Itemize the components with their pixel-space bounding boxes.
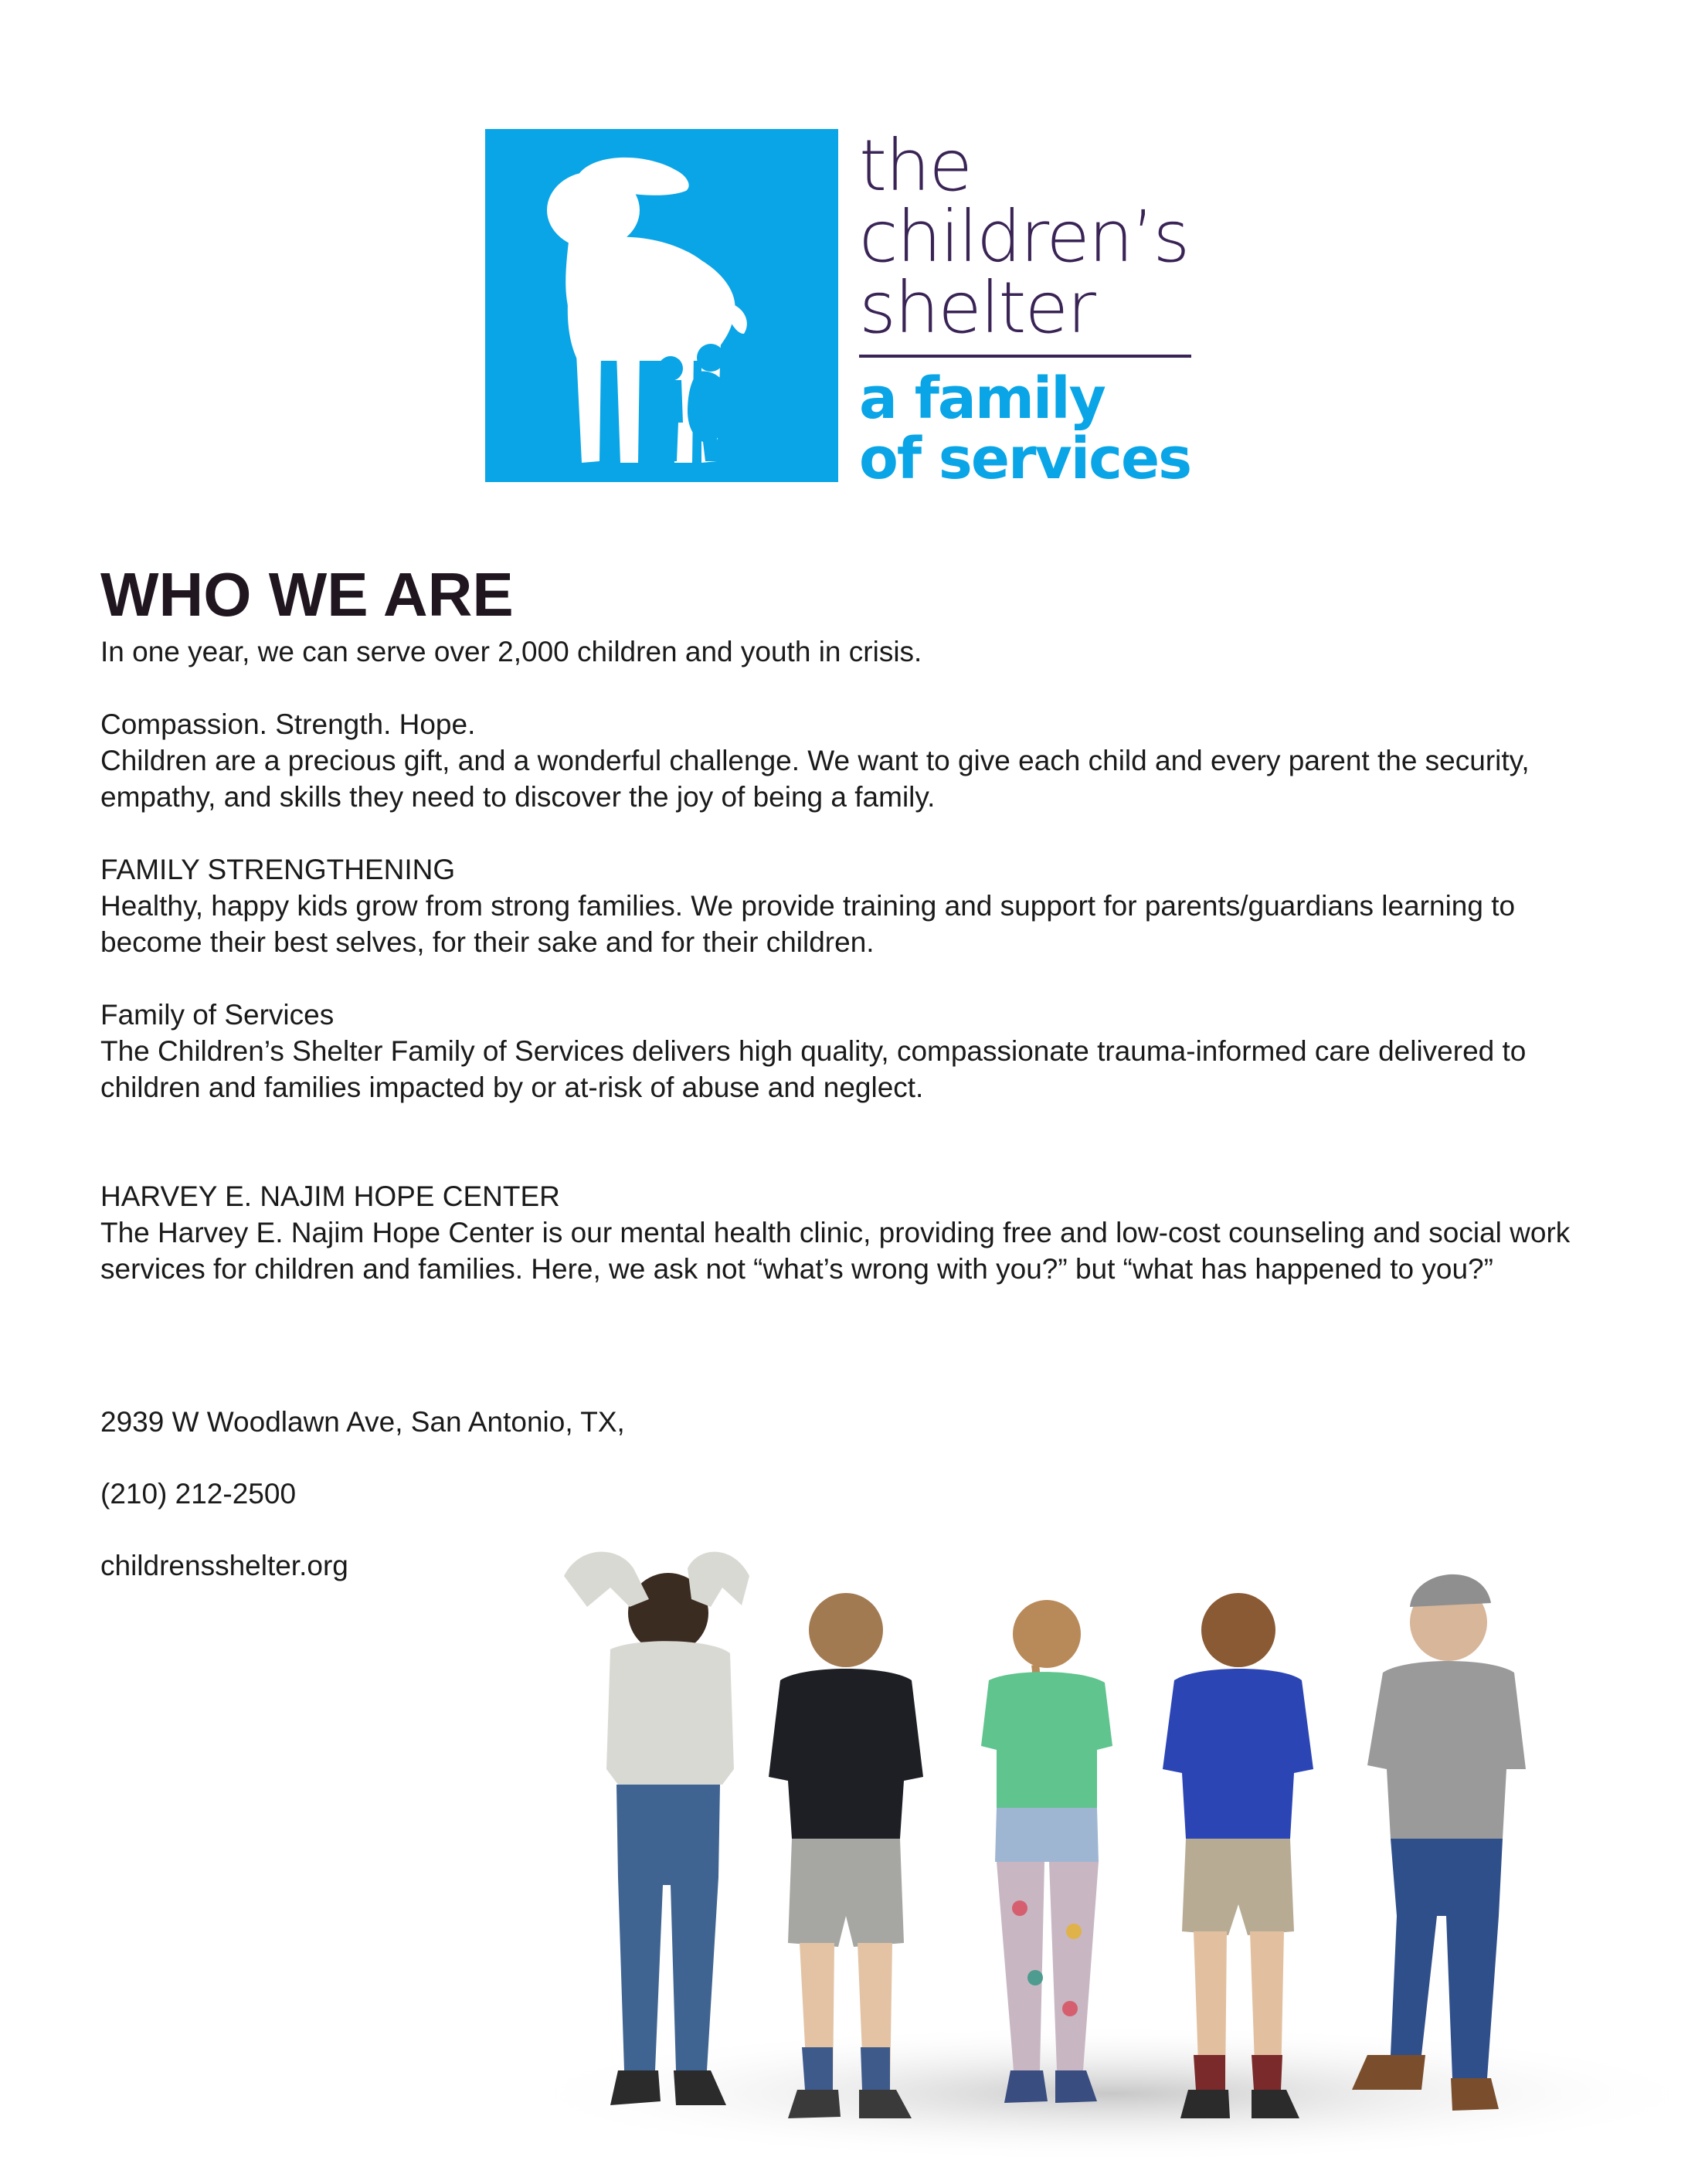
contact-website[interactable]: childrensshelter.org (100, 1550, 348, 1581)
section-hope-center (100, 1178, 1615, 1287)
logo-divider (859, 355, 1191, 358)
children-group-icon (494, 1514, 1688, 2184)
section-compassion (100, 706, 1615, 815)
logo-word-childrens: children’s (859, 195, 1189, 278)
logo-word-the: the (859, 124, 971, 207)
section-title: Family of Services (100, 999, 335, 1031)
lamb-logo-icon (485, 129, 838, 482)
section-family-strengthening (100, 851, 1615, 960)
contact-phone[interactable]: (210) 212-2500 (100, 1478, 297, 1510)
intro-text: In one year, we can serve over 2,000 children and youth in crisis. (100, 636, 922, 667)
section-title: HARVEY E. NAJIM HOPE CENTER (100, 1180, 560, 1212)
logo-tagline-line1: a family (859, 365, 1105, 432)
logo-tagline-line2: of services (859, 426, 1191, 492)
section-title: FAMILY STRENGTHENING (100, 854, 456, 885)
section-title: Compassion. Strength. Hope. (100, 708, 476, 740)
organization-logo (485, 124, 1196, 492)
page-title: WHO WE ARE (100, 560, 514, 629)
section-body: The Children’s Shelter Family of Services delivers high quality, compassionate trauma-informed care delivered to children and families impacted by or at-risk of abuse and neglect. (100, 1035, 1527, 1103)
logo-word-shelter: shelter (859, 267, 1095, 349)
section-family-of-services (100, 997, 1615, 1106)
section-body: Children are a precious gift, and a wonderful challenge. We want to give each child and every parent the security, empathy, and skills they need to discover the joy of being a family. (100, 745, 1530, 813)
main-content (100, 560, 1615, 1287)
logo-wordmark (859, 124, 1199, 492)
contact-address: 2939 W Woodlawn Ave, San Antonio, TX, (100, 1406, 625, 1438)
section-body: The Harvey E. Najim Hope Center is our mental health clinic, providing free and low-cost counseling and social work services for children and families. Here, we ask not “what’s wrong with you?” but “what has happened to you?” (100, 1217, 1571, 1285)
child-figure (1352, 1574, 1526, 2111)
section-body: Healthy, happy kids grow from strong families. We provide training and support for parents/guardians learning to become their best selves, for their sake and for their children. (100, 890, 1516, 958)
child-figure (564, 1552, 749, 2105)
